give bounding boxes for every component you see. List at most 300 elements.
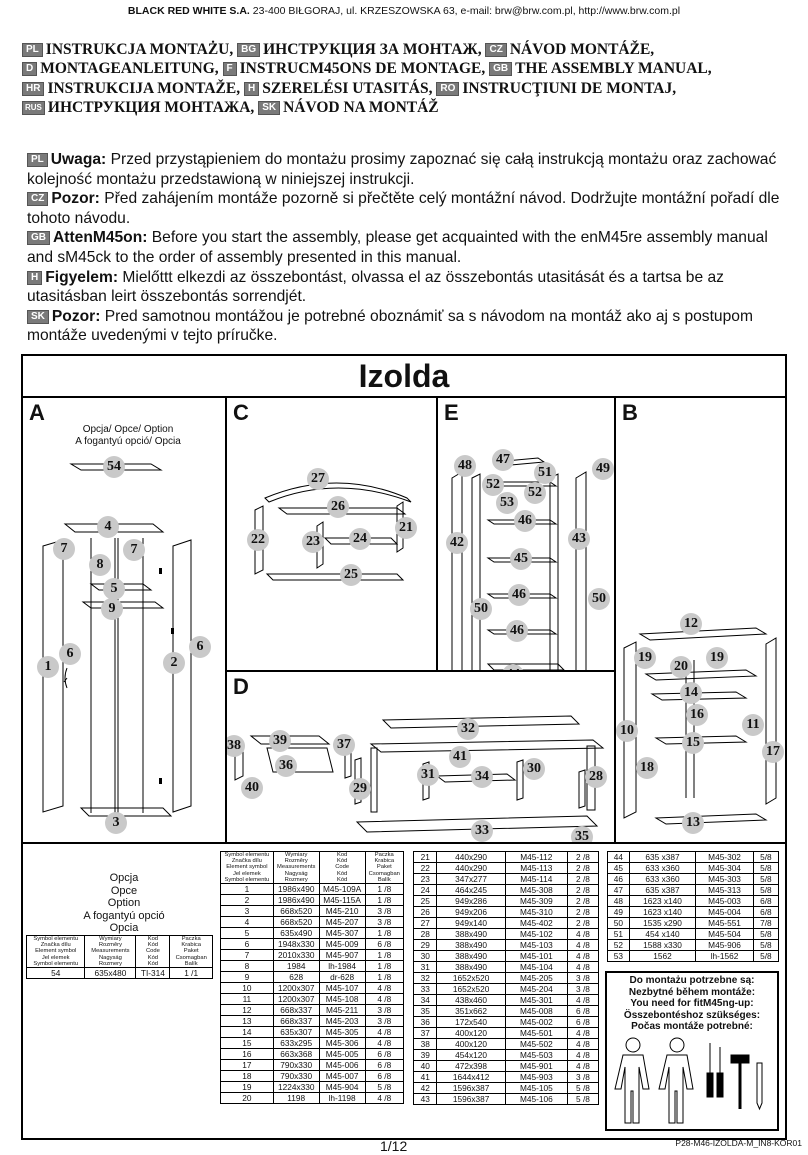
cell: 10 (221, 983, 274, 994)
panel-label: A (29, 400, 45, 425)
tools-line: You need for fitM45ng-up: (630, 998, 754, 1009)
cell: 6 /8 (365, 1060, 403, 1071)
cell: 4 /8 (365, 983, 403, 994)
cell: TI-314 (136, 968, 170, 979)
cell: M45-907 (319, 950, 365, 961)
cell: 32 (414, 973, 437, 984)
cell: M45-102 (505, 929, 567, 940)
panel-label: E (444, 400, 459, 425)
table-row (414, 1050, 599, 1061)
title-text: MONTAGEANLEITUNG, (40, 60, 219, 78)
table-row (414, 1094, 599, 1105)
product-title: Izolda (21, 354, 787, 398)
part-number: 12 (680, 613, 702, 635)
cell: M45-009 (319, 939, 365, 950)
table-row (414, 951, 599, 962)
cell: 790x330 (273, 1071, 319, 1082)
parts-table-3 (607, 851, 779, 962)
cell: 438x460 (437, 995, 505, 1006)
table-row (414, 1017, 599, 1028)
lang-tag: BG (237, 43, 260, 57)
table-row (221, 1071, 404, 1082)
cell: 6/8 (753, 907, 778, 918)
cell: 633 x360 (629, 874, 696, 885)
cell: 24 (414, 885, 437, 896)
screwdriver-icon (717, 1047, 723, 1097)
cell: 472x398 (437, 1061, 505, 1072)
cell: 1 (221, 884, 274, 895)
tools-line: Nezbytné během montáže: (628, 986, 756, 998)
cell: 635 x387 (629, 885, 696, 896)
part-number: 36 (275, 755, 297, 777)
cell: 4 /8 (567, 1028, 598, 1039)
cell: M45-109A (319, 884, 365, 895)
cell: 5 /8 (567, 1094, 598, 1105)
title-text: INSTRUCM45ONS DE MONTAGE, (239, 60, 486, 78)
table-row (608, 885, 779, 896)
cell: 1200x307 (273, 994, 319, 1005)
option-caption (63, 424, 193, 448)
cell: M45-904 (319, 1082, 365, 1093)
cell: 51 (608, 929, 630, 940)
person-icon (659, 1038, 693, 1123)
cell: 668x520 (273, 906, 319, 917)
part-number: 46 (508, 584, 530, 606)
part-number: 14 (680, 682, 702, 704)
part-number: 29 (349, 778, 371, 800)
part-number: 11 (742, 714, 764, 736)
warning-text: Mielőttt elkezdi az összebontást, olvassa el az összebontás utasitását és a tartsa be az utasitásban leirt összebontás sorrendjét. (27, 268, 724, 306)
cell: 1948x330 (273, 939, 319, 950)
cell: 12 (221, 1005, 274, 1016)
part-number: 23 (302, 531, 324, 553)
cell: 1596x387 (437, 1083, 505, 1094)
cell: 5/8 (753, 874, 778, 885)
cell: 388x490 (437, 962, 505, 973)
cell: 5 /8 (365, 1082, 403, 1093)
lang-tag: HR (22, 82, 44, 96)
page-number: 1/12 (380, 1138, 408, 1154)
cell: M45-301 (505, 995, 567, 1006)
cell: 6 (221, 939, 274, 950)
tools-drawing (607, 1033, 777, 1129)
cell: M45-207 (319, 917, 365, 928)
part-number: 53 (496, 492, 518, 514)
cell: 22 (414, 863, 437, 874)
cell: 4 /8 (567, 995, 598, 1006)
part-number: 46 (514, 510, 536, 532)
part-number: 51 (534, 462, 556, 484)
cell: 4 /8 (567, 1050, 598, 1061)
cell: 7 (221, 950, 274, 961)
cell: 351x662 (437, 1006, 505, 1017)
cell: 42 (414, 1083, 437, 1094)
table-row (221, 961, 404, 972)
cell: 3 /8 (567, 1072, 598, 1083)
table-row (221, 1038, 404, 1049)
cell: 4 /8 (365, 994, 403, 1005)
lang-tag: CZ (485, 43, 506, 57)
part-number: 7 (123, 539, 145, 561)
cell: 949x140 (437, 918, 505, 929)
table-row (414, 852, 599, 863)
warning-gb (27, 228, 787, 267)
cell: 3 /8 (365, 1016, 403, 1027)
cell: 6 /8 (365, 939, 403, 950)
table-row (221, 950, 404, 961)
header-cell: Kod Kód Code Kód Kód (136, 936, 170, 968)
cell: 48 (608, 896, 630, 907)
cell: M45-303 (696, 874, 753, 885)
cell: 17 (221, 1060, 274, 1071)
cell: 3 /8 (567, 973, 598, 984)
table-row (221, 1060, 404, 1071)
cell: 464x245 (437, 885, 505, 896)
cell: 54 (27, 968, 85, 979)
cell: 21 (414, 852, 437, 863)
cell: M45-307 (319, 928, 365, 939)
part-number: 34 (471, 766, 493, 788)
option-title-line: Opcia (109, 922, 139, 934)
cell: 38 (414, 1039, 437, 1050)
part-number: 28 (585, 766, 607, 788)
cell: 5 (221, 928, 274, 939)
cell: 1535 x290 (629, 918, 696, 929)
cell: 635x480 (85, 968, 136, 979)
part-number: 35 (571, 826, 593, 844)
lang-tag: F (223, 62, 237, 76)
warning-text: Before you start the assembly, please get acquainted with the enM45re assembly manual and sM45ck to the order of assembly presented in this manual. (27, 229, 768, 266)
cell: M45-005 (319, 1049, 365, 1060)
title-text: INSTRUKCIJA MONTAŽE, (47, 79, 241, 97)
cell: 4 /8 (567, 1039, 598, 1050)
part-number: 32 (457, 718, 479, 740)
cell: 4 (221, 917, 274, 928)
part-number: 22 (247, 529, 269, 551)
cell: 40 (414, 1061, 437, 1072)
screwdriver-icon (707, 1043, 713, 1097)
part-number: 50 (470, 598, 492, 620)
table-row (221, 1082, 404, 1093)
table-row (221, 1005, 404, 1016)
cell: 347x277 (437, 874, 505, 885)
header-cell: Paczka Krabica Paket Csomagban Balík (170, 936, 213, 968)
cell: 5/8 (753, 951, 778, 962)
cell: M45-103 (505, 940, 567, 951)
tools-line: Počas montáže potrebné: (631, 1021, 753, 1032)
warning-label: Pozor: (51, 307, 101, 325)
cell: 4 /8 (567, 1061, 598, 1072)
panel-label: B (622, 400, 638, 425)
cell: 400x120 (437, 1039, 505, 1050)
wardrobe-a-drawing (23, 398, 227, 844)
cell: M45-906 (696, 940, 753, 951)
option-title-line: Opcja (109, 872, 139, 884)
cell: 635x490 (273, 928, 319, 939)
part-number: 47 (492, 449, 514, 471)
part-number: 21 (395, 517, 417, 539)
warning-text: Před zahájením montáže pozorně si přečtěte celý montážní návod. Dodržujte montážní pořadí dle tohoto návodu. (27, 190, 780, 227)
parts-table-1 (220, 851, 404, 1104)
table-row (414, 995, 599, 1006)
table-row (221, 906, 404, 917)
cell: 633 x360 (629, 863, 696, 874)
part-number: 5 (103, 578, 125, 600)
part-number: 37 (333, 734, 355, 756)
cell: 1 /8 (365, 950, 403, 961)
cell: 2 /8 (567, 885, 598, 896)
table-row (608, 918, 779, 929)
cell: lh-1984 (319, 961, 365, 972)
cell: 440x290 (437, 852, 505, 863)
part-number: 39 (269, 730, 291, 752)
panel-label: D (233, 674, 249, 699)
cell: 15 (221, 1038, 274, 1049)
part-number: 1 (37, 656, 59, 678)
table-row (221, 972, 404, 983)
header-cell: Symbol elementu Značka dílu Element symbol Jel elemek Symbol elementu (27, 936, 85, 968)
cell: 47 (608, 885, 630, 896)
cell: 1200x307 (273, 983, 319, 994)
part-number: 6 (59, 643, 81, 665)
warning-h (27, 268, 787, 307)
cell: 3 /8 (365, 906, 403, 917)
table-row (221, 994, 404, 1005)
part-number: 15 (682, 732, 704, 754)
part-number: 16 (686, 704, 708, 726)
cell: M45-115A (319, 895, 365, 906)
cell: 668x337 (273, 1016, 319, 1027)
cell: M45-503 (505, 1050, 567, 1061)
part-number: 27 (307, 468, 329, 490)
option-table (26, 935, 213, 979)
tools-line: Összebontéshoz szükséges: (623, 1009, 761, 1021)
part-number: 50 (588, 588, 610, 610)
part-number: 48 (454, 455, 476, 477)
cell: 4 /8 (567, 929, 598, 940)
part-number: 2 (163, 652, 185, 674)
tools-box (605, 971, 779, 1131)
cell: 2 /8 (567, 852, 598, 863)
cell: 6 /8 (567, 1017, 598, 1028)
table-row (414, 973, 599, 984)
cell: 23 (414, 874, 437, 885)
pencil-icon (757, 1063, 762, 1109)
part-number: 45 (510, 548, 532, 570)
cell: 388x490 (437, 951, 505, 962)
cell: 949x206 (437, 907, 505, 918)
cell: 1652x520 (437, 973, 505, 984)
table-row (414, 962, 599, 973)
cell: 5/8 (753, 885, 778, 896)
cell: 13 (221, 1016, 274, 1027)
cell: 37 (414, 1028, 437, 1039)
cell: M45-304 (696, 863, 753, 874)
company-name: BLACK RED WHITE S.A. (127, 5, 250, 17)
cell: 1986x490 (273, 895, 319, 906)
cell: 52 (608, 940, 630, 951)
cell: 26 (414, 907, 437, 918)
cell: 34 (414, 995, 437, 1006)
cell: 949x286 (437, 896, 505, 907)
cell: 4 /8 (365, 1093, 403, 1104)
cell: M45-308 (505, 885, 567, 896)
cell: 3 /8 (567, 984, 598, 995)
cell: 3 /8 (365, 1005, 403, 1016)
cell: 1623 x140 (629, 907, 696, 918)
panel-label: C (233, 400, 249, 425)
part-number: 30 (523, 758, 545, 780)
tools-caption (607, 975, 777, 1033)
title-line (22, 40, 802, 59)
cell: M45-104 (505, 962, 567, 973)
cell: M45-211 (319, 1005, 365, 1016)
lang-tag: H (27, 271, 42, 285)
table-row (221, 939, 404, 950)
table-row (608, 907, 779, 918)
title-line (22, 59, 802, 78)
header-cell: Wymiary Rozměry Measurements Nagyság Rozmery (273, 852, 319, 884)
cell: 5/8 (753, 863, 778, 874)
table-row (608, 951, 779, 962)
cell: 3 /8 (365, 917, 403, 928)
cell: M45-313 (696, 885, 753, 896)
table-row (414, 896, 599, 907)
part-number: 41 (449, 746, 471, 768)
cell: M45-310 (505, 907, 567, 918)
cell: 20 (221, 1093, 274, 1104)
part-number: 54 (103, 456, 125, 478)
table-row (414, 1072, 599, 1083)
company-address: 23-400 BIŁGORAJ, ul. KRZESZOWSKA 63, e-mail: brw@brw.com.pl, http://www.brw.com.pl (252, 5, 681, 17)
cell: 6 /8 (365, 1071, 403, 1082)
part-number: 19 (634, 647, 656, 669)
part-number: 3 (105, 812, 127, 834)
cell: 1644x412 (437, 1072, 505, 1083)
hammer-icon (731, 1055, 749, 1109)
cell: lh-1562 (696, 951, 753, 962)
part-number: 17 (762, 741, 784, 763)
tools-line: Do montażu potrzebne są: (629, 975, 755, 986)
cell: 668x520 (273, 917, 319, 928)
cell: M45-305 (319, 1027, 365, 1038)
table-header-row (221, 852, 404, 884)
cell: M45-501 (505, 1028, 567, 1039)
option-title-line: Opce (110, 884, 138, 897)
cell: lh-1198 (319, 1093, 365, 1104)
option-title (64, 872, 184, 935)
cell: 8 (221, 961, 274, 972)
cell: M45-004 (696, 907, 753, 918)
title-text: NÁVOD NA MONTÁŽ (283, 99, 439, 117)
cell: M45-003 (696, 896, 753, 907)
cell: 28 (414, 929, 437, 940)
cell: 50 (608, 918, 630, 929)
table-row (414, 1006, 599, 1017)
table-row (414, 1028, 599, 1039)
cell: 1198 (273, 1093, 319, 1104)
cell: 172x540 (437, 1017, 505, 1028)
table-row (608, 940, 779, 951)
cell: M45-402 (505, 918, 567, 929)
cell: 1986x490 (273, 884, 319, 895)
part-number: 26 (327, 496, 349, 518)
title-text: ИНСТРУКЦИЯ ЗА МОНТАЖ, (263, 41, 482, 58)
title-text: INSTRUCŢIUNI DE MONTAJ, (462, 79, 677, 97)
part-number: 20 (670, 656, 692, 678)
option-line: Opcja/ Opce/ Option (82, 424, 174, 435)
lang-tag: CZ (27, 192, 48, 206)
cell: 635x307 (273, 1027, 319, 1038)
panel-e (436, 396, 616, 717)
cell: 18 (221, 1071, 274, 1082)
cell: 388x490 (437, 940, 505, 951)
cell: M45-101 (505, 951, 567, 962)
cell: 9 (221, 972, 274, 983)
table-row (414, 1083, 599, 1094)
lang-tag: D (22, 62, 37, 76)
cell: 36 (414, 1017, 437, 1028)
title-text: INSTRUKCJA MONTAŻU, (45, 41, 234, 58)
lang-tag: SK (258, 101, 280, 115)
part-number: 18 (636, 757, 658, 779)
cell: 2 /8 (567, 896, 598, 907)
header-cell: Symbol elementu Značka dílu Element symbol Jel elemek Symbol elementu (221, 852, 274, 884)
table-row (221, 983, 404, 994)
cell: 1562 (629, 951, 696, 962)
part-number: 4 (97, 516, 119, 538)
part-number: 42 (446, 532, 468, 554)
title-text: ИНСТРУКЦИЯ МОНТАЖА, (47, 99, 255, 117)
part-number: 38 (225, 735, 245, 757)
table-row (414, 1061, 599, 1072)
cell: 1 /8 (365, 961, 403, 972)
warning-cz (27, 189, 787, 228)
lang-tag: PL (27, 153, 48, 167)
title-text: SZERELÉSI UTASITÁS, (262, 79, 433, 97)
cell: 668x337 (273, 1005, 319, 1016)
cell: 2 /8 (567, 874, 598, 885)
table-row (414, 929, 599, 940)
panel-c (225, 396, 438, 672)
table-row (221, 917, 404, 928)
company-header (0, 5, 808, 17)
cell: 25 (414, 896, 437, 907)
cell: 1 /8 (365, 928, 403, 939)
cell: 27 (414, 918, 437, 929)
part-number: 13 (682, 812, 704, 834)
cell: M45-108 (319, 994, 365, 1005)
person-icon (615, 1038, 649, 1123)
cell: 400x120 (437, 1028, 505, 1039)
cell: M45-551 (696, 918, 753, 929)
header-cell: Wymiary Rozměry Measurements Nagyság Rozmery (85, 936, 136, 968)
cell: M45-002 (505, 1017, 567, 1028)
cell: 790x330 (273, 1060, 319, 1071)
cell: 5/8 (753, 852, 778, 863)
cell: 4 /8 (365, 1027, 403, 1038)
cell: 1984 (273, 961, 319, 972)
cell: 29 (414, 940, 437, 951)
panel-b (614, 396, 787, 844)
lang-tag: RUS (22, 101, 45, 115)
warning-pl (27, 150, 787, 189)
title-line (22, 98, 802, 117)
cell: 4 /8 (365, 1038, 403, 1049)
cell: 7/8 (753, 918, 778, 929)
cell: 454 x140 (629, 929, 696, 940)
table-row (414, 863, 599, 874)
